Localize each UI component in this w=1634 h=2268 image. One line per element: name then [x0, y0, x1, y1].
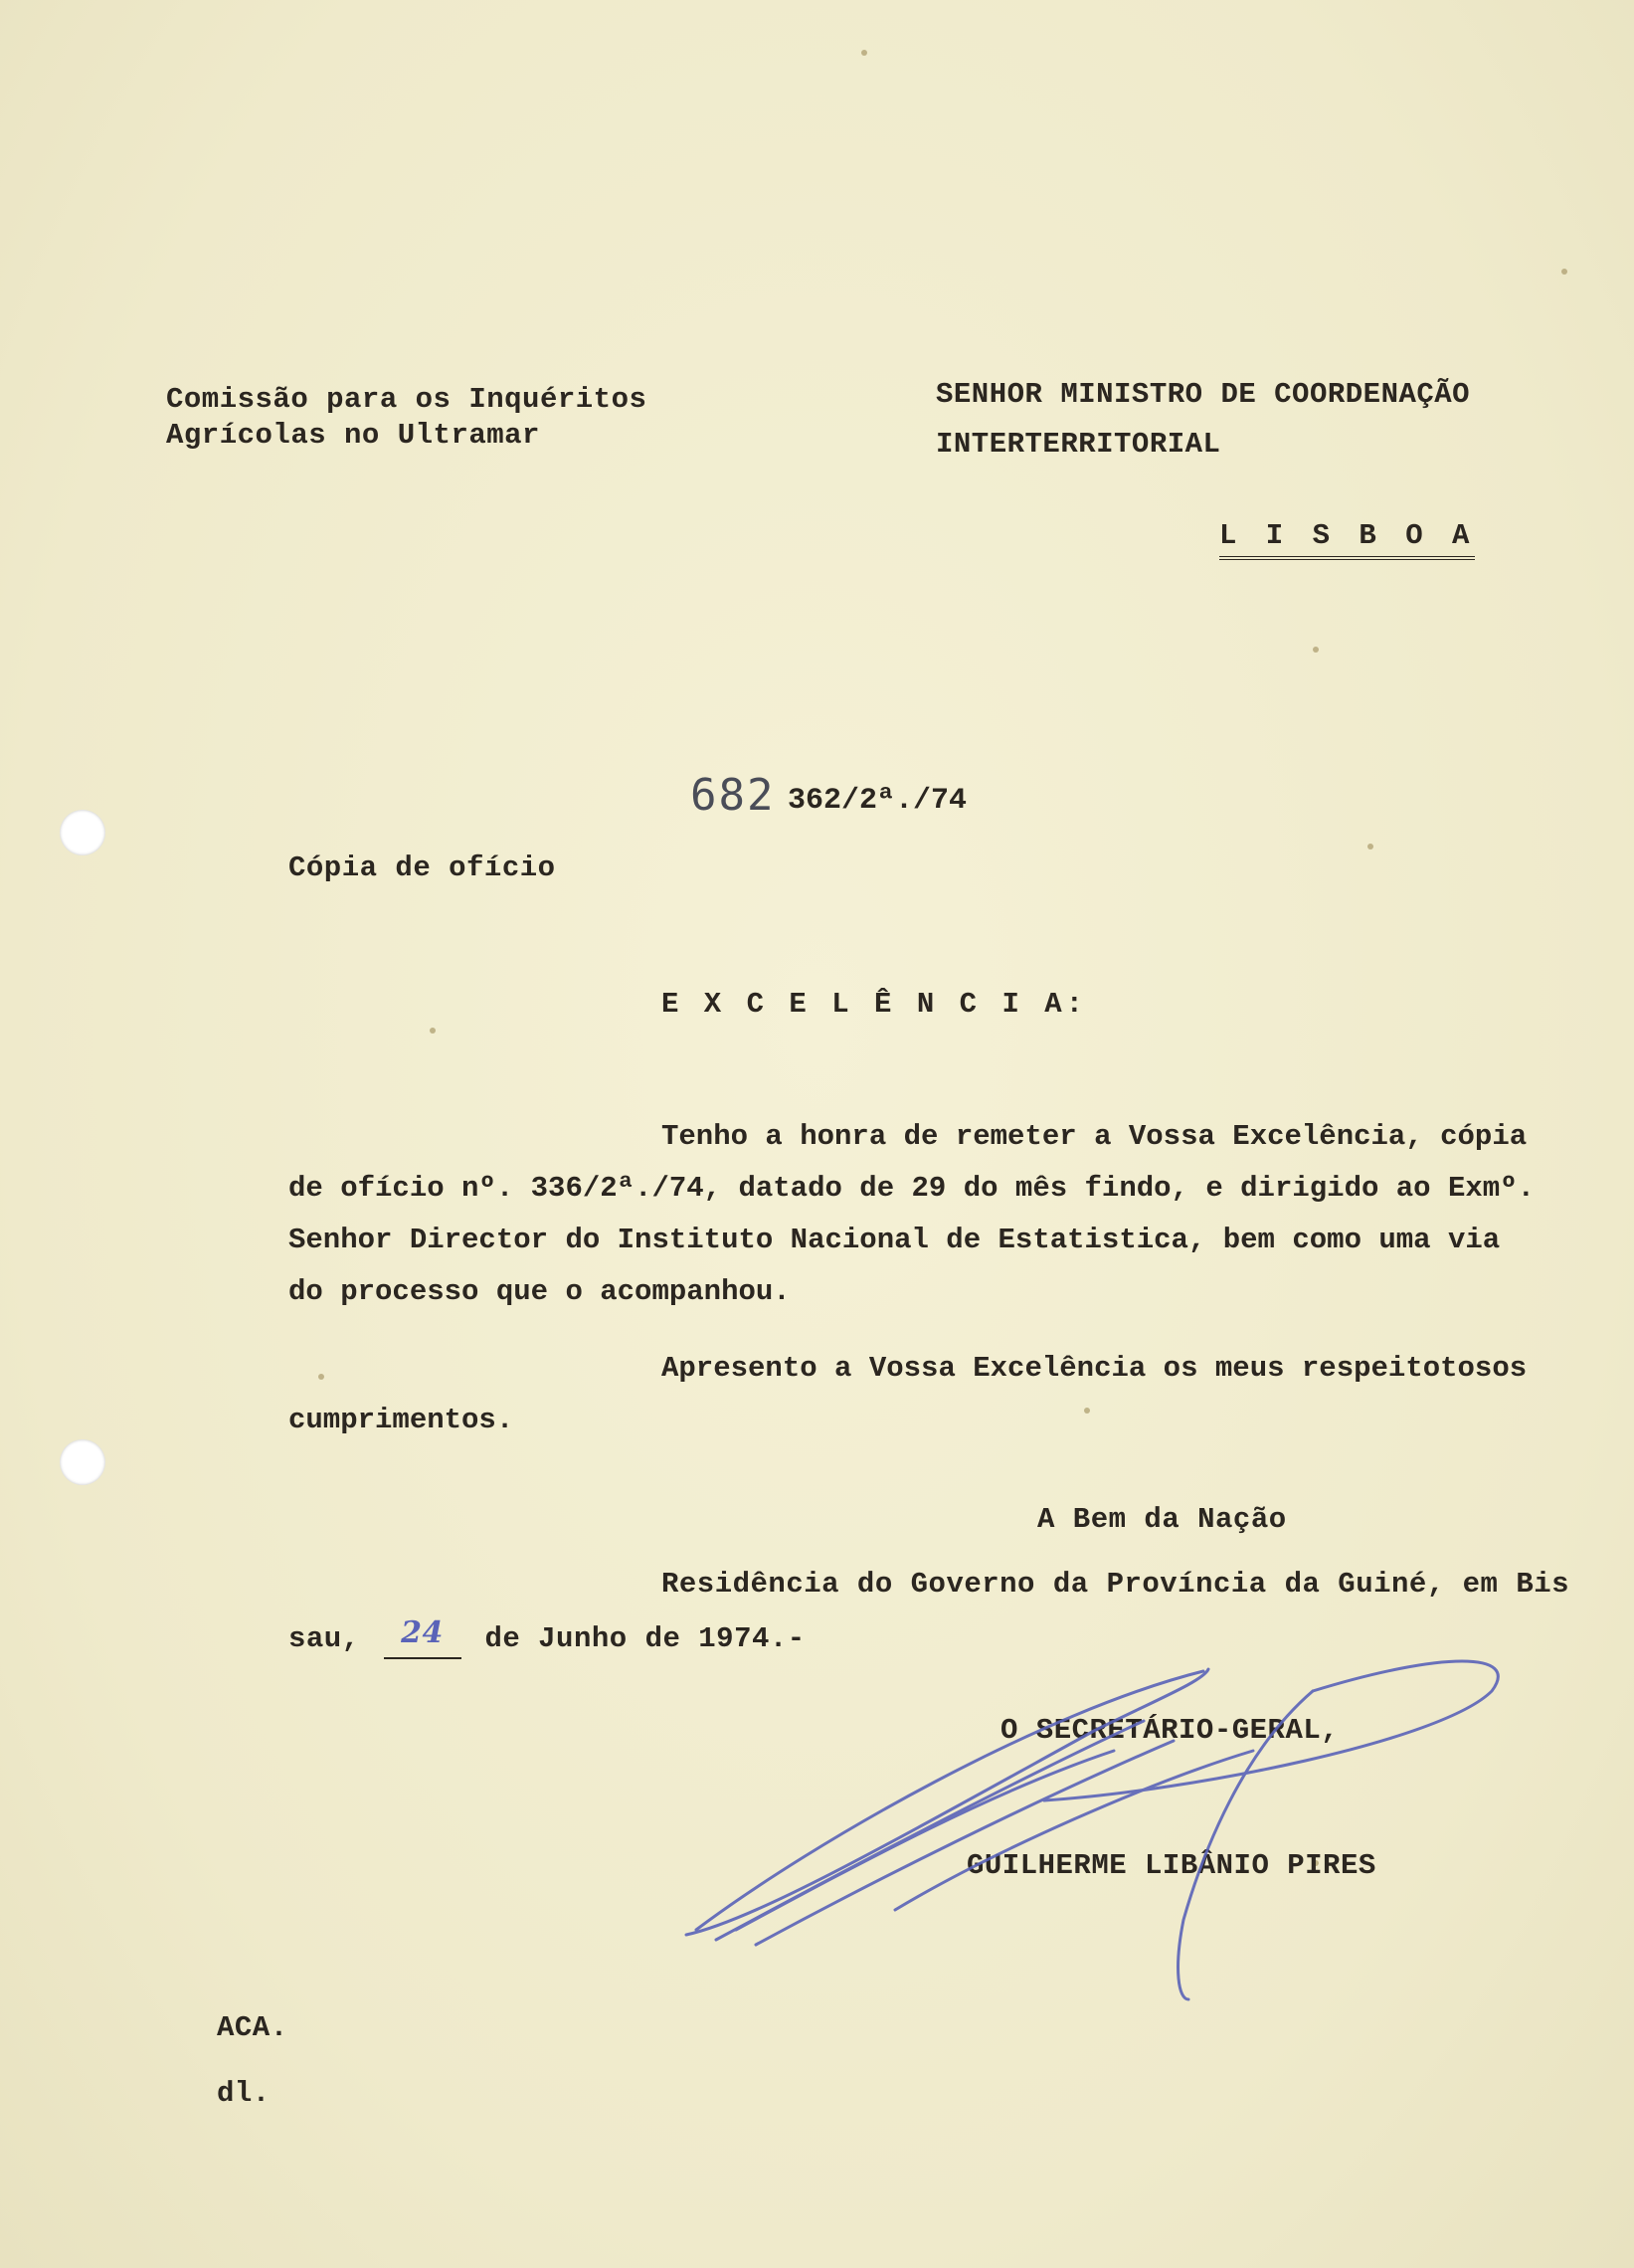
body-p2-line-2: cumprimentos.	[288, 1404, 514, 1436]
stamp-number: 682	[690, 770, 776, 821]
body-p1-line-1: Tenho a honra de remeter a Vossa Excelência, cópia	[661, 1120, 1528, 1153]
closing-phrase: A Bem da Nação	[1037, 1503, 1287, 1536]
body-p1-line-3: Senhor Director do Instituto Nacional de Estatistica, bem como uma via	[288, 1224, 1501, 1256]
office-reference: 362/2ª./74	[788, 784, 968, 818]
initials-line-1: ACA.	[217, 2011, 288, 2044]
place-date-line-1: Residência do Governo da Província da Guiné, em Bis	[661, 1568, 1570, 1601]
recipient-city: L I S B O A	[1219, 518, 1475, 560]
body-p1-line-4: do processo que o acompanhou.	[288, 1275, 791, 1308]
place-date-suffix: de Junho de 1974.-	[484, 1622, 806, 1655]
signatory-name: GUILHERME LIBÂNIO PIRES	[967, 1849, 1376, 1882]
salutation: E X C E L Ê N C I A:	[661, 988, 1088, 1021]
place-date-prefix: sau,	[288, 1622, 360, 1655]
recipient-line-2: INTERTERRITORIAL	[936, 428, 1221, 461]
recipient-line-1: SENHOR MINISTRO DE COORDENAÇÃO	[936, 378, 1471, 411]
sender-line-2: Agrícolas no Ultramar	[166, 419, 540, 453]
handwritten-day: 24	[401, 1615, 444, 1650]
sender-line-1: Comissão para os Inquéritos	[166, 383, 647, 416]
body-p1-line-2: de ofício nº. 336/2ª./74, datado de 29 do mês findo, e dirigido ao Exmº.	[288, 1172, 1536, 1205]
body-p2-line-1: Apresento a Vossa Excelência os meus respeitotosos	[661, 1352, 1528, 1385]
initials-block	[217, 1995, 288, 2127]
document-label: Cópia de ofício	[288, 851, 556, 884]
signatory-title: O SECRETÁRIO-GERAL,	[1000, 1714, 1340, 1747]
initials-line-2: dl.	[217, 2077, 271, 2110]
